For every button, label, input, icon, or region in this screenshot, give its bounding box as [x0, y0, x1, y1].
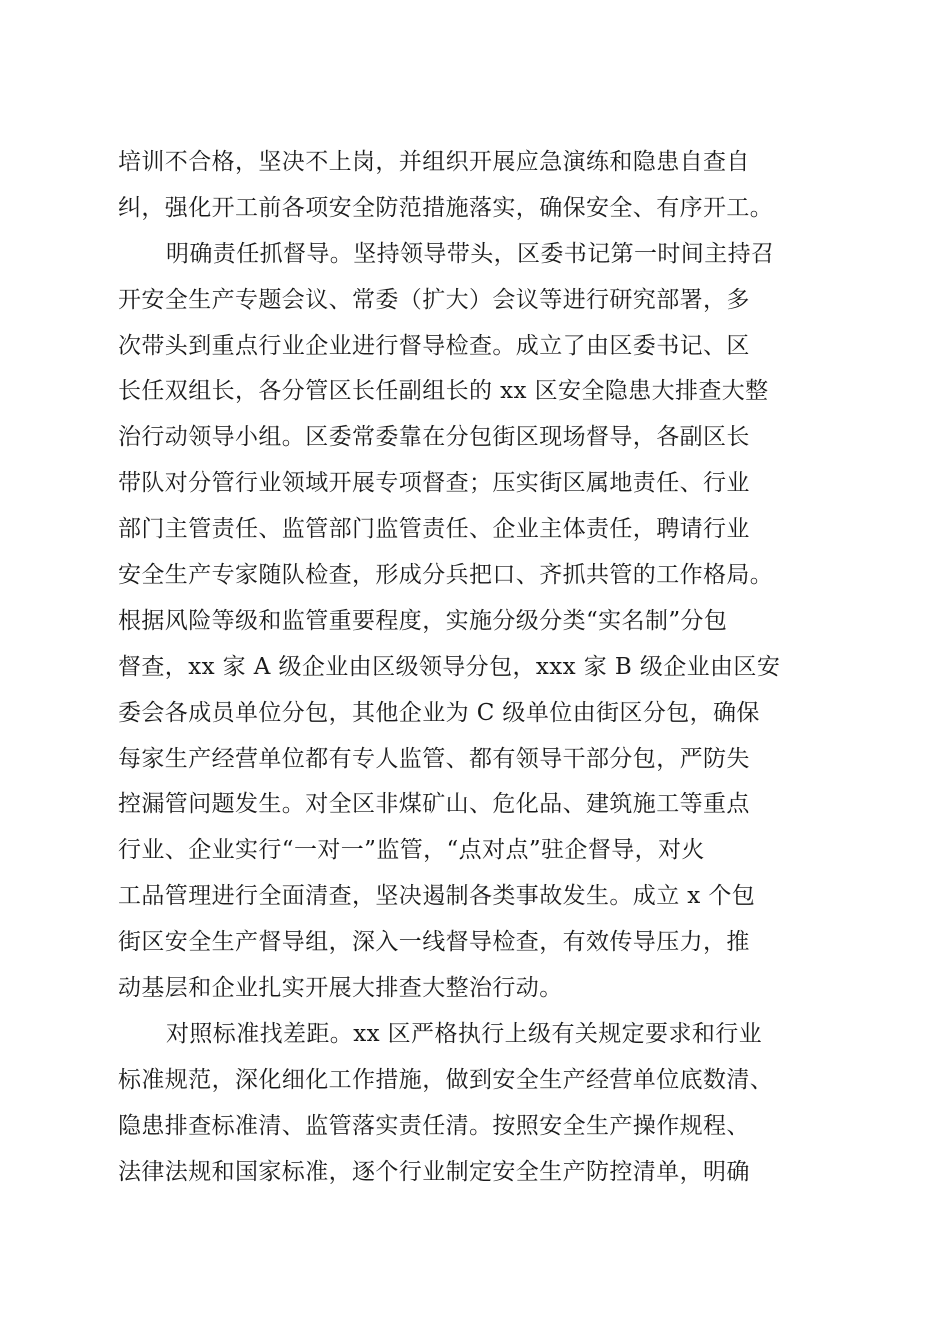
text-line: 培训不合格，坚决不上岗，并组织开展应急演练和隐患自查自 [118, 149, 750, 175]
text-line: 街区安全生产督导组，深入一线督导检查，有效传导压力，推 [118, 929, 750, 956]
text-line: 开安全生产专题会议、常委（扩大）会议等进行研究部署，多 [118, 286, 750, 313]
text-line: 治行动领导小组。区委常委靠在分包街区现场督导，各副区长 [118, 424, 750, 451]
text-line: 带队对分管行业领域开展专项督查；压实街区属地责任、行业 [118, 470, 750, 497]
text-line: 隐患排查标准清、监管落实责任清。按照安全生产操作规程、 [118, 1112, 750, 1139]
text-line: 根据风险等级和监管重要程度，实施分级分类“实名制”分包 [118, 607, 728, 634]
paragraph-first-line: 明确责任抓督导。坚持领导带头，区委书记第一时间主持召 [166, 240, 775, 267]
body-text [118, 140, 838, 1195]
text-line: 标准规范，深化细化工作措施，做到安全生产经营单位底数清、 [118, 1066, 774, 1093]
paragraph-first-line: 对照标准找差距。xx 区严格执行上级有关规定要求和行业 [166, 1020, 763, 1047]
text-line: 法律法规和国家标准，逐个行业制定安全生产防控清单，明确 [118, 1158, 750, 1185]
text-line: 次带头到重点行业企业进行督导检查。成立了由区委书记、区 [118, 332, 750, 359]
text-line: 每家生产经营单位都有专人监管、都有领导干部分包，严防失 [118, 745, 750, 772]
text-line: 长任双组长，各分管区长任副组长的 xx 区安全隐患大排查大整 [118, 378, 769, 405]
text-line: 行业、企业实行“一对一”监管，“点对点”驻企督导，对火 [118, 837, 705, 864]
text-line: 督查，xx 家 A 级企业由区级领导分包，xxx 家 B 级企业由区安 [118, 653, 781, 680]
text-line: 工品管理进行全面清查，坚决遏制各类事故发生。成立 x 个包 [118, 883, 756, 910]
text-line: 安全生产专家随队检查，形成分兵把口、齐抓共管的工作格局。 [118, 562, 774, 589]
text-line: 动基层和企业扎实开展大排查大整治行动。 [118, 975, 563, 1002]
text-line: 纠，强化开工前各项安全防范措施落实，确保安全、有序开工。 [118, 194, 774, 221]
text-line: 部门主管责任、监管部门监管责任、企业主体责任，聘请行业 [118, 516, 750, 543]
text-line: 委会各成员单位分包，其他企业为 C 级单位由街区分包，确保 [118, 699, 760, 726]
text-line: 控漏管问题发生。对全区非煤矿山、危化品、建筑施工等重点 [118, 791, 750, 818]
